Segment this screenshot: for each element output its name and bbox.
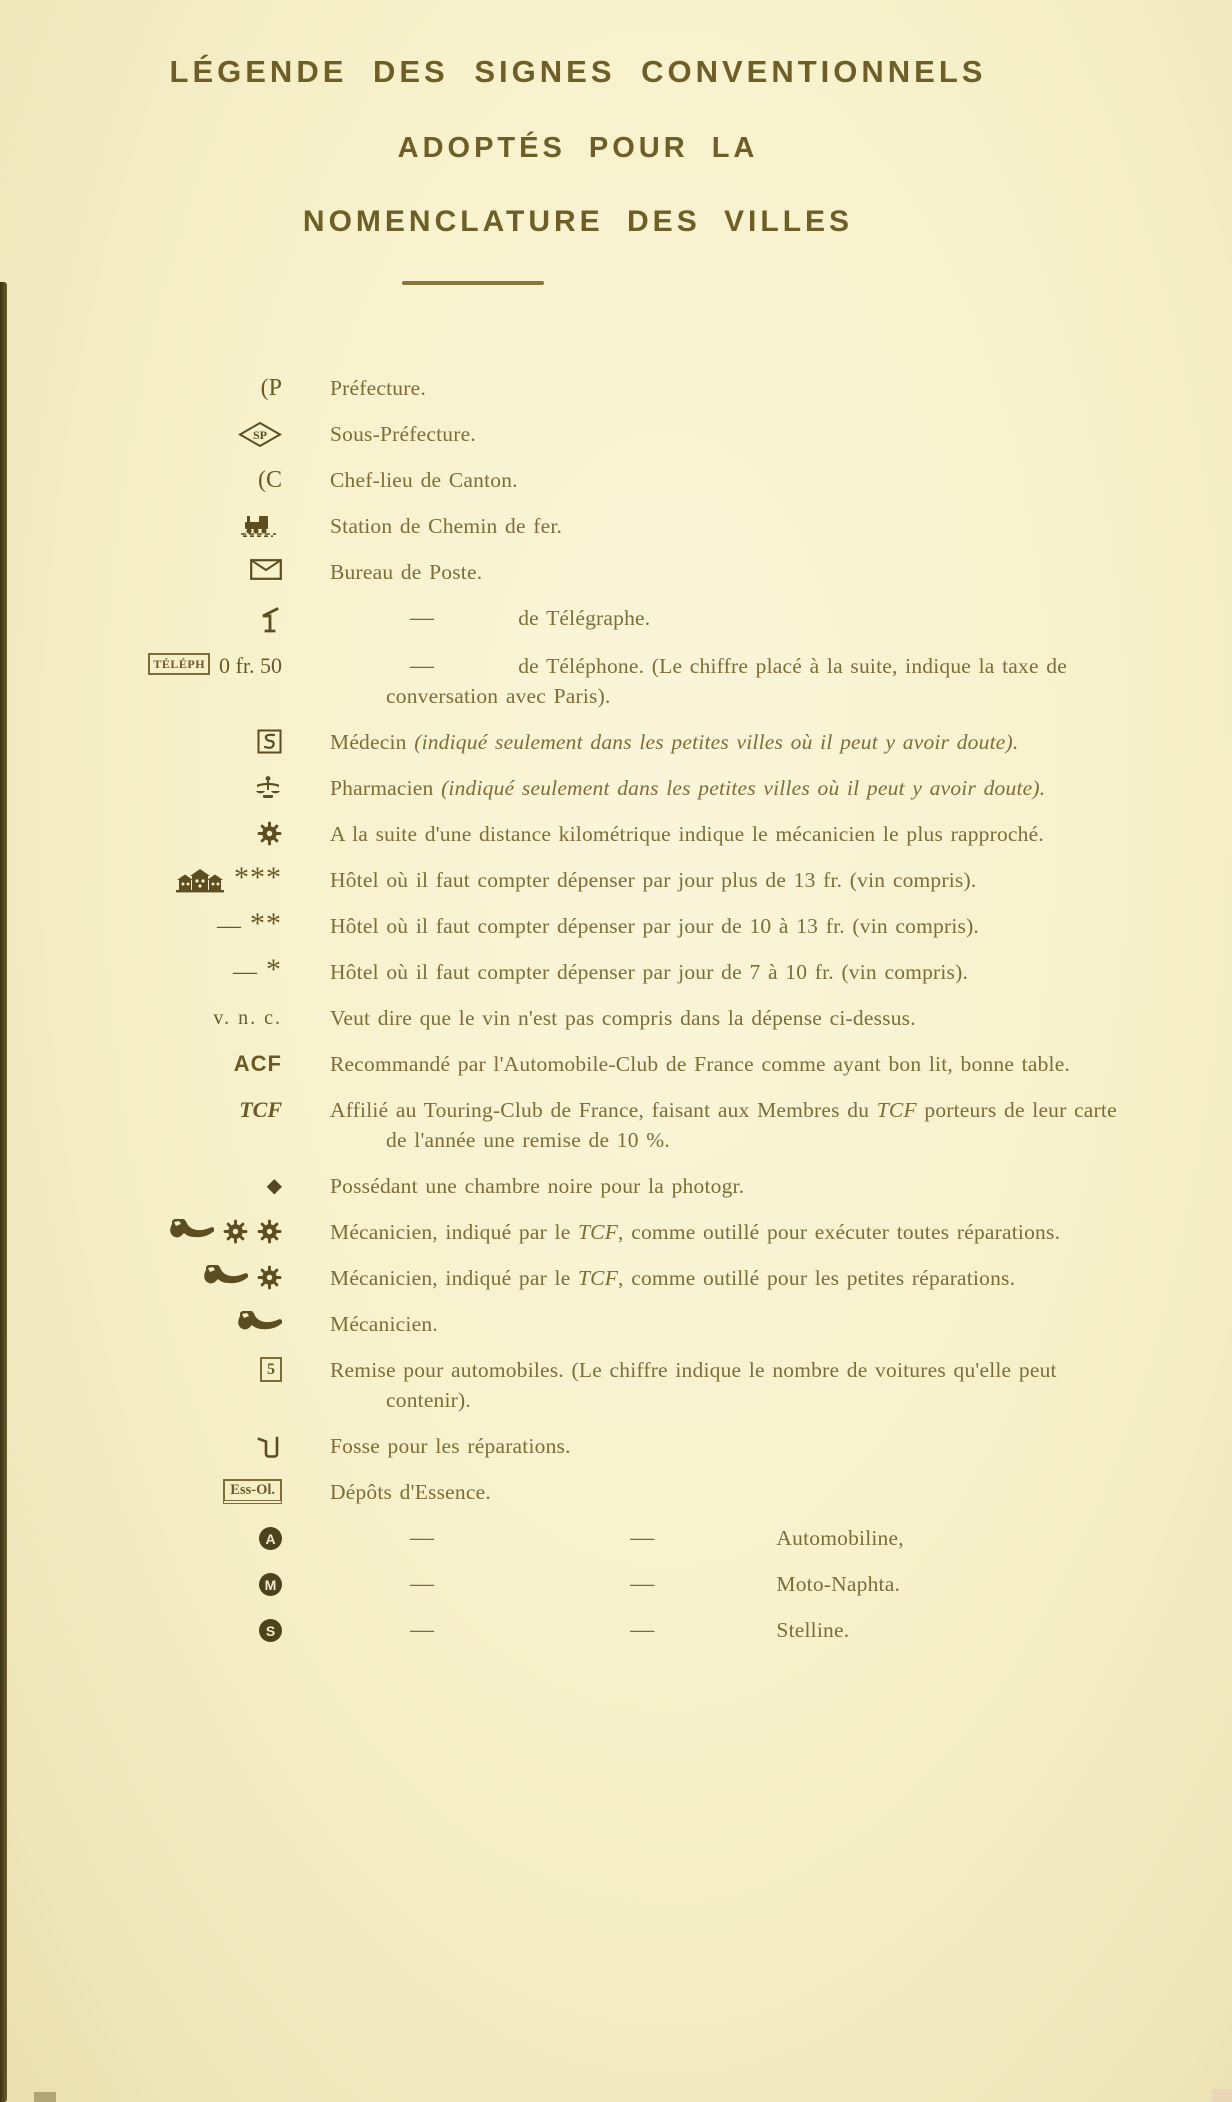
- legend-description: [330, 1049, 1128, 1079]
- legend-text-segment: Dépôts d'Essence.: [330, 1480, 491, 1504]
- legend-rows: [0, 373, 1232, 1645]
- ditto-dash: —: [410, 1571, 435, 1597]
- prefecture-symbol: (P: [260, 375, 282, 401]
- ditto-dash: —: [630, 1617, 655, 1643]
- legend-text-segment: A la suite d'une distance kilométrique indique le mécanicien le plus rapproché.: [330, 822, 1044, 846]
- wrench-icon: [168, 1219, 214, 1245]
- ditto-dash: —: [630, 1525, 655, 1551]
- legend-row: [100, 727, 1128, 757]
- legend-text-segment: Stelline.: [776, 1618, 850, 1642]
- one-star-symbol: *: [266, 953, 282, 986]
- gear-icon: [223, 1219, 248, 1244]
- legend-row: [100, 1615, 1128, 1645]
- legend-text-segment: porteurs de leur carte de l'année une remise de 10 %.: [386, 1098, 1117, 1152]
- legend-symbol-cell: [100, 1003, 312, 1033]
- legend-text-segment: Automobiline,: [776, 1526, 904, 1550]
- legend-text-segment: Bureau de Poste.: [330, 560, 483, 584]
- legend-symbol-cell: [100, 1309, 312, 1339]
- ditto-dash-symbol: —: [233, 959, 257, 985]
- legend-text-segment: TCF: [578, 1266, 619, 1290]
- legend-text-segment: Fosse pour les réparations.: [330, 1434, 571, 1458]
- legend-symbol-cell: [100, 511, 312, 541]
- legend-row: [100, 861, 1128, 895]
- legend-row: [100, 819, 1128, 849]
- tcf-symbol: TCF: [239, 1097, 282, 1122]
- legend-row: [100, 1569, 1128, 1599]
- legend-description: [330, 1569, 1128, 1599]
- pharmacist-symbol: [254, 775, 282, 801]
- repair-pit-icon: [255, 1433, 282, 1461]
- legend-description: [330, 1477, 1128, 1507]
- legend-description: [330, 865, 1128, 895]
- legend-symbol-cell: [100, 861, 312, 895]
- sous-prefecture-symbol: [238, 421, 282, 448]
- automobiline-symbol: A: [259, 1527, 282, 1550]
- ditto-dash-symbol: —: [217, 913, 241, 939]
- legend-symbol-cell: [100, 419, 312, 449]
- legend-description: [330, 1263, 1128, 1293]
- legend-symbol-cell: [100, 1569, 312, 1599]
- legend-row: [100, 651, 1128, 711]
- legend-description: [330, 1095, 1128, 1155]
- legend-description: [330, 1355, 1128, 1415]
- legend-text-segment: Hôtel où il faut compter dépenser par jour de 10 à 13 fr. (vin compris).: [330, 914, 979, 938]
- legend-description: [330, 911, 1128, 941]
- legend-symbol-cell: [100, 1049, 312, 1079]
- legend-symbol-cell: [100, 1431, 312, 1461]
- telegraph-icon: [258, 605, 282, 635]
- legend-symbol-cell: [100, 1615, 312, 1645]
- legend-text-segment: de Télégraphe.: [518, 606, 651, 630]
- two-stars-symbol: **: [250, 907, 282, 940]
- legend-row: [100, 511, 1128, 541]
- ditto-dash: —: [410, 605, 435, 631]
- legend-symbol-cell: [100, 1171, 312, 1201]
- legend-symbol-cell: [100, 819, 312, 849]
- legend-description: [330, 511, 1128, 541]
- legend-row: [100, 1171, 1128, 1201]
- legend-row: [100, 1431, 1128, 1461]
- legend-symbol-cell: [100, 603, 312, 635]
- chef-lieu-symbol: (C: [258, 467, 282, 493]
- scanned-page: [0, 54, 1232, 2102]
- legend-symbol-cell: [100, 907, 312, 941]
- legend-row: [100, 1355, 1128, 1415]
- legend-text-segment: Sous-Préfecture.: [330, 422, 476, 446]
- legend-row: [100, 1309, 1128, 1339]
- legend-symbol-cell: [100, 465, 312, 495]
- legend-row: [100, 773, 1128, 803]
- gear-icon: [257, 1265, 282, 1290]
- three-stars-symbol: ***: [234, 861, 282, 894]
- acf-symbol: ACF: [233, 1051, 282, 1076]
- legend-text-segment: , comme outillé pour exécuter toutes réparations.: [618, 1220, 1061, 1244]
- legend-text-segment: (indiqué seulement dans les petites villes où il peut y avoir doute).: [441, 776, 1046, 800]
- legend-description: [330, 603, 1128, 635]
- legend-description: [330, 1309, 1128, 1339]
- railway-station-icon: [240, 513, 282, 537]
- doctor-symbol: [257, 729, 282, 754]
- legend-row: [100, 953, 1128, 987]
- legend-description: [330, 373, 1128, 403]
- scan-corner-smudge: [1212, 2089, 1232, 2102]
- legend-description: [330, 1615, 1128, 1645]
- legend-row: [100, 419, 1128, 449]
- gear-icon: [257, 1219, 282, 1244]
- legend-description: [330, 773, 1128, 803]
- legend-text-segment: Pharmacien: [330, 776, 442, 800]
- legend-text-segment: Mécanicien.: [330, 1312, 438, 1336]
- legend-description: [330, 1217, 1128, 1247]
- svg-text:SP: SP: [252, 428, 268, 442]
- telephone-tax-value: 0 fr. 50: [219, 653, 282, 678]
- legend-text-segment: Préfecture.: [330, 376, 426, 400]
- stelline-symbol: S: [259, 1619, 282, 1642]
- legend-row: [100, 603, 1128, 635]
- ditto-dash: —: [410, 1617, 435, 1643]
- legend-text-segment: TCF: [578, 1220, 619, 1244]
- legend-row: [100, 1217, 1128, 1247]
- legend-text-segment: Hôtel où il faut compter dépenser par jour de 7 à 10 fr. (vin compris).: [330, 960, 969, 984]
- wrench-icon: [236, 1311, 282, 1337]
- legend-text-segment: Chef-lieu de Canton.: [330, 468, 518, 492]
- legend-text-segment: Station de Chemin de fer.: [330, 514, 563, 538]
- moto-naphta-symbol: M: [259, 1573, 282, 1596]
- legend-description: [330, 557, 1128, 587]
- post-office-icon: [250, 559, 282, 580]
- scan-smudge: [34, 2092, 56, 2102]
- legend-text-segment: , comme outillé pour les petites réparations.: [618, 1266, 1016, 1290]
- legend-description: [330, 957, 1128, 987]
- book-spine-shadow: [0, 282, 7, 2102]
- telephone-box-symbol: TÉLÉPH: [148, 653, 210, 675]
- legend-row: [100, 1263, 1128, 1293]
- legend-text-segment: Moto-Naphta.: [776, 1572, 901, 1596]
- legend-row: [100, 465, 1128, 495]
- ditto-dash: —: [410, 1525, 435, 1551]
- legend-text-segment: Affilié au Touring-Club de France, faisant aux Membres du: [330, 1098, 877, 1122]
- legend-text-segment: TCF: [876, 1098, 917, 1122]
- legend-symbol-cell: [100, 1355, 312, 1415]
- ditto-dash: —: [410, 653, 435, 679]
- legend-description: [330, 1523, 1128, 1553]
- fuel-depot-symbol: Ess-Ol.: [223, 1479, 282, 1504]
- legend-symbol-cell: [100, 773, 312, 803]
- legend-symbol-cell: [100, 953, 312, 987]
- legend-text-segment: Possédant une chambre noire pour la photogr.: [330, 1174, 745, 1198]
- ditto-dash: —: [630, 1571, 655, 1597]
- legend-row: [100, 1523, 1128, 1553]
- legend-symbol-cell: [100, 373, 312, 403]
- legend-description: [330, 1003, 1128, 1033]
- legend-row: [100, 1477, 1128, 1507]
- legend-symbol-cell: [100, 1263, 312, 1293]
- page-title: [118, 54, 1038, 239]
- legend-description: [330, 727, 1128, 757]
- legend-text-segment: Hôtel où il faut compter dépenser par jour plus de 13 fr. (vin compris).: [330, 868, 977, 892]
- title-divider-rule: [402, 281, 544, 285]
- legend-symbol-cell: [100, 557, 312, 587]
- legend-description: [330, 1431, 1128, 1461]
- legend-text-segment: Remise pour automobiles. (Le chiffre indique le nombre de voitures qu'elle peut contenir).: [330, 1358, 1057, 1412]
- legend-text-segment: Veut dire que le vin n'est pas compris dans la dépense ci-dessus.: [330, 1006, 916, 1030]
- legend-text-segment: (indiqué seulement dans les petites villes où il peut y avoir doute).: [414, 730, 1019, 754]
- legend-row: [100, 1095, 1128, 1155]
- legend-symbol-cell: [100, 1477, 312, 1507]
- legend-symbol-cell: [100, 727, 312, 757]
- legend-text-segment: Mécanicien, indiqué par le: [330, 1220, 579, 1244]
- legend-text-segment: Recommandé par l'Automobile-Club de France comme ayant bon lit, bonne table.: [330, 1052, 1071, 1076]
- legend-text-segment: Mécanicien, indiqué par le: [330, 1266, 579, 1290]
- legend-row: [100, 1049, 1128, 1079]
- wrench-icon: [202, 1265, 248, 1291]
- legend-symbol-cell: [100, 1217, 312, 1247]
- legend-text-segment: de Téléphone. (Le chiffre placé à la suite, indique la taxe de conversation avec Paris).: [386, 654, 1067, 708]
- legend-description: [330, 651, 1128, 711]
- legend-text-segment: Médecin: [330, 730, 415, 754]
- legend-description: [330, 819, 1128, 849]
- darkroom-diamond-symbol: ◆: [266, 1173, 282, 1197]
- title-line-1: LÉGENDE DES SIGNES CONVENTIONNELS: [169, 54, 987, 89]
- legend-symbol-cell: [100, 1095, 312, 1155]
- legend-description: [330, 419, 1128, 449]
- title-line-3: NOMENCLATURE DES VILLES: [302, 205, 854, 238]
- hotel-icon: [175, 867, 225, 895]
- legend-symbol-cell: [100, 1523, 312, 1553]
- legend-row: [100, 557, 1128, 587]
- legend-symbol-cell: [100, 651, 312, 711]
- legend-row: [100, 1003, 1128, 1033]
- legend-row: [100, 373, 1128, 403]
- title-line-2: ADOPTÉS POUR LA: [397, 132, 759, 164]
- vnc-symbol: v. n. c.: [213, 1007, 282, 1029]
- legend-description: [330, 1171, 1128, 1201]
- mechanic-gear-icon: [257, 821, 282, 846]
- garage-capacity-symbol: 5: [260, 1357, 282, 1382]
- legend-row: [100, 907, 1128, 941]
- legend-description: [330, 465, 1128, 495]
